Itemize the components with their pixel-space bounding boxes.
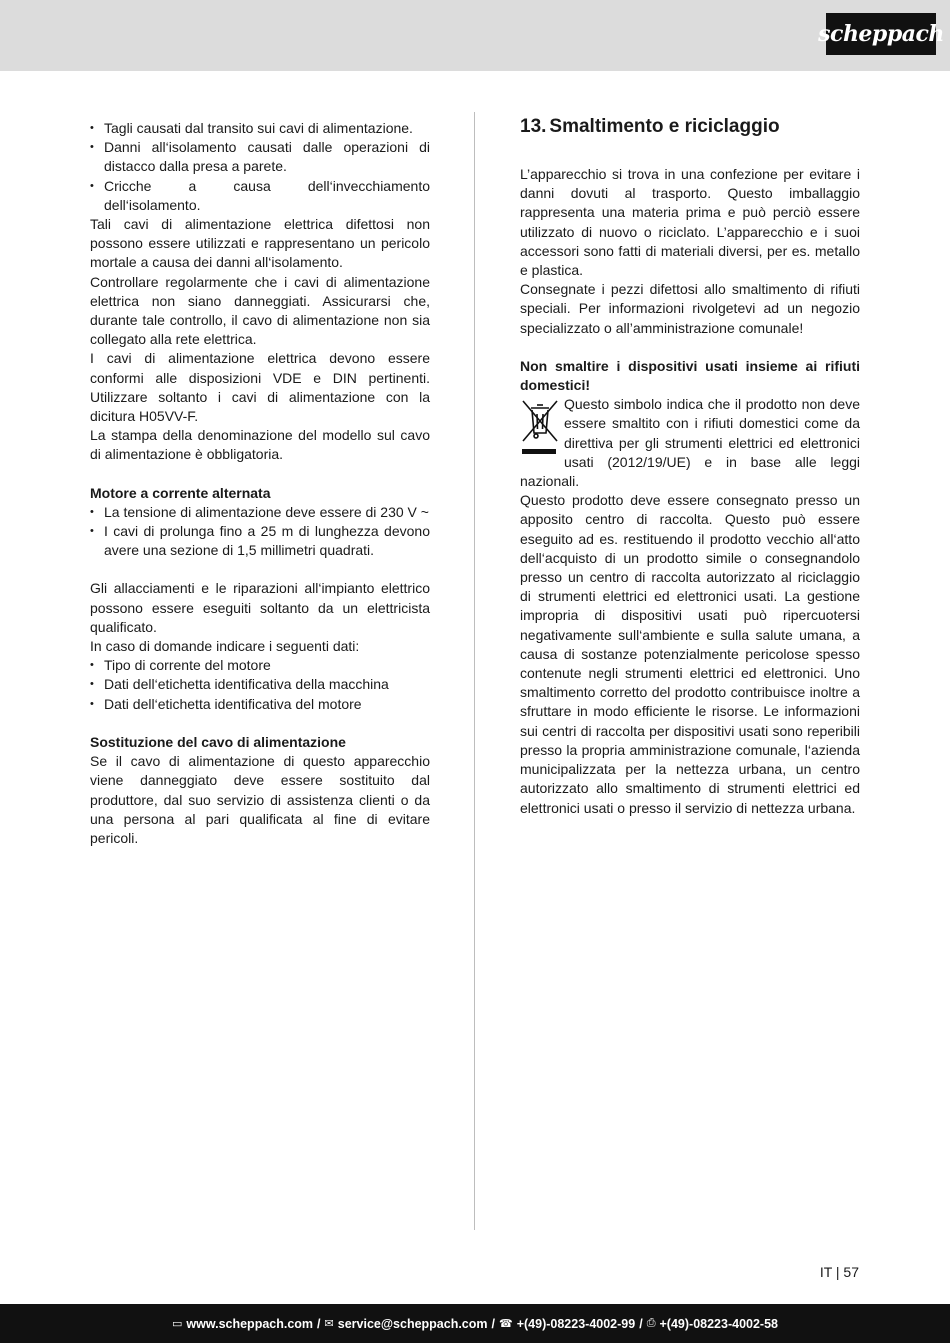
- paragraph: Tali cavi di alimentazione elettrica difettosi non possono essere utilizzati e rappresentano un pericolo mortale a causa dei danni all‘isolamento.: [90, 216, 430, 271]
- paragraph: Consegnate i pezzi difettosi allo smaltimento di rifiuti speciali. Per informazioni rivolgetevi ad un negozio specializzato o all’amministrazione comunale!: [520, 281, 860, 336]
- email-link[interactable]: service@scheppach.com: [337, 1316, 488, 1331]
- header-band: [0, 0, 950, 71]
- section-number: 13.: [520, 116, 547, 137]
- paragraph: Se il cavo di alimentazione di questo apparecchio viene danneggiato deve essere sostituito dal produttore, dal suo servizio di assistenza clienti o da una persona al pari qualificata al fine di evitare pericoli.: [90, 753, 430, 846]
- phone-icon: ☎: [499, 1318, 513, 1330]
- scheppach-logo: scheppach: [826, 13, 936, 55]
- list-item: • I cavi di prolunga fino a 25 m di lunghezza devono avere una sezione di 1,5 millimetri quadrati.: [90, 522, 430, 560]
- paragraph: In caso di domande indicare i seguenti dati:: [90, 638, 360, 655]
- phone-number: +(49)-08223-4002-99: [516, 1316, 636, 1331]
- motor-heading: Motore a corrente alternata: [90, 484, 271, 501]
- crossed-bin-icon: [520, 397, 560, 457]
- page-number: IT | 57: [819, 1264, 859, 1280]
- data-list: [90, 656, 430, 714]
- paragraph: Gli allacciamenti e le riparazioni all‘impianto elettrico possono essere eseguiti soltanto da un elettricista qualificato.: [90, 580, 430, 635]
- website-link[interactable]: www.scheppach.com: [186, 1316, 314, 1331]
- list-item: • Tagli causati dal transito sui cavi di alimentazione.: [90, 119, 430, 138]
- fax-icon: ⎙: [646, 1317, 656, 1329]
- left-column: [90, 119, 430, 848]
- footer-bar: [0, 1304, 950, 1343]
- right-column: [520, 115, 860, 818]
- cable-replacement-heading: Sostituzione del cavo di alimentazione: [90, 733, 346, 750]
- computer-icon: ▭: [171, 1318, 183, 1330]
- list-item: • Dati dell‘etichetta identificativa del motore: [90, 695, 430, 714]
- fax-number: +(49)-08223-4002-58: [659, 1316, 778, 1331]
- cable-damage-list: [90, 119, 430, 215]
- paragraph: L’apparecchio si trova in una confezione per evitare i danni dovuti al trasporto. Questo imballaggio rappresenta una materia prima e può perciò essere utilizzato di nuovo o riciclato. L’apparecchio e i suoi accessori sono fatti di materiali diversi, per es. metallo e plastica.: [520, 166, 860, 279]
- motor-list: [90, 503, 430, 561]
- list-item: • La tensione di alimentazione deve essere di 230 V ~: [90, 503, 430, 522]
- paragraph: I cavi di alimentazione elettrica devono essere conformi alle disposizioni VDE e DIN pertinenti. Utilizzare soltanto i cavi di alimentazione con la dicitura H05VV-F.: [90, 350, 430, 425]
- weee-block: [520, 395, 860, 491]
- separator: /: [639, 1316, 643, 1331]
- paragraph: La stampa della denominazione del modello sul cavo di alimentazione è obbligatoria.: [90, 427, 430, 463]
- warning-heading: Non smaltire i dispositivi usati insieme ai rifiuti domestici!: [520, 357, 860, 394]
- weee-paragraph: Questo simbolo indica che il prodotto non deve essere smaltito con i rifiuti domestici come da direttiva per gli strumenti elettrici ed elettronici usati (2012/19/UE) e in base alle leggi nazionali.: [520, 396, 860, 490]
- separator: /: [317, 1316, 321, 1331]
- list-item: • Dati dell‘etichetta identificativa della macchina: [90, 675, 430, 694]
- separator: /: [491, 1316, 495, 1331]
- section-title: [520, 115, 860, 139]
- paragraph: Controllare regolarmente che i cavi di alimentazione elettrica non siano danneggiati. Assicurarsi che, durante tale controllo, il cavo di alimentazione non sia collegato alla rete elettrica.: [90, 273, 430, 348]
- list-item: • Danni all‘isolamento causati dalle operazioni di distacco dalla presa a parete.: [90, 138, 430, 176]
- mail-icon: ✉: [324, 1318, 334, 1330]
- list-item: • Tipo di corrente del motore: [90, 656, 430, 675]
- list-item: • Cricche a causa dell‘invecchiamento dell‘isolamento.: [90, 177, 430, 215]
- paragraph: Questo prodotto deve essere consegnato presso un apposito centro di raccolta. Questo può essere eseguito ad es. restituendo il prodotto vecchio all‘atto dell‘acquisto di un prodotto simile o consegnandolo presso un centro di raccolta autorizzato al riciclaggio di strumenti elettrici ed elettronici usati. La gestione impropria di dispositivi usati può ripercuotersi negativamente sull‘ambiente e sulla salute umana, a causa di sostanze potenzialmente pericolose spesso contenute negli strumenti elettrici ed elettronici. Uno smaltimento corretto del prodotto contribuisce inoltre a sfruttare in modo efficiente le risorse. Le informazioni sui centri di raccolta per dispositivi usati sono reperibili presso la propria amministrazione comunale, l‘azienda municipalizzata per la nettezza urbana, un centro autorizzato allo smaltimento di strumenti elettrici ed elettronici usati o presso il servizio di nettezza urbana.: [520, 492, 860, 816]
- section-title-text: Smaltimento e riciclaggio: [549, 116, 780, 137]
- column-divider: [474, 112, 475, 1230]
